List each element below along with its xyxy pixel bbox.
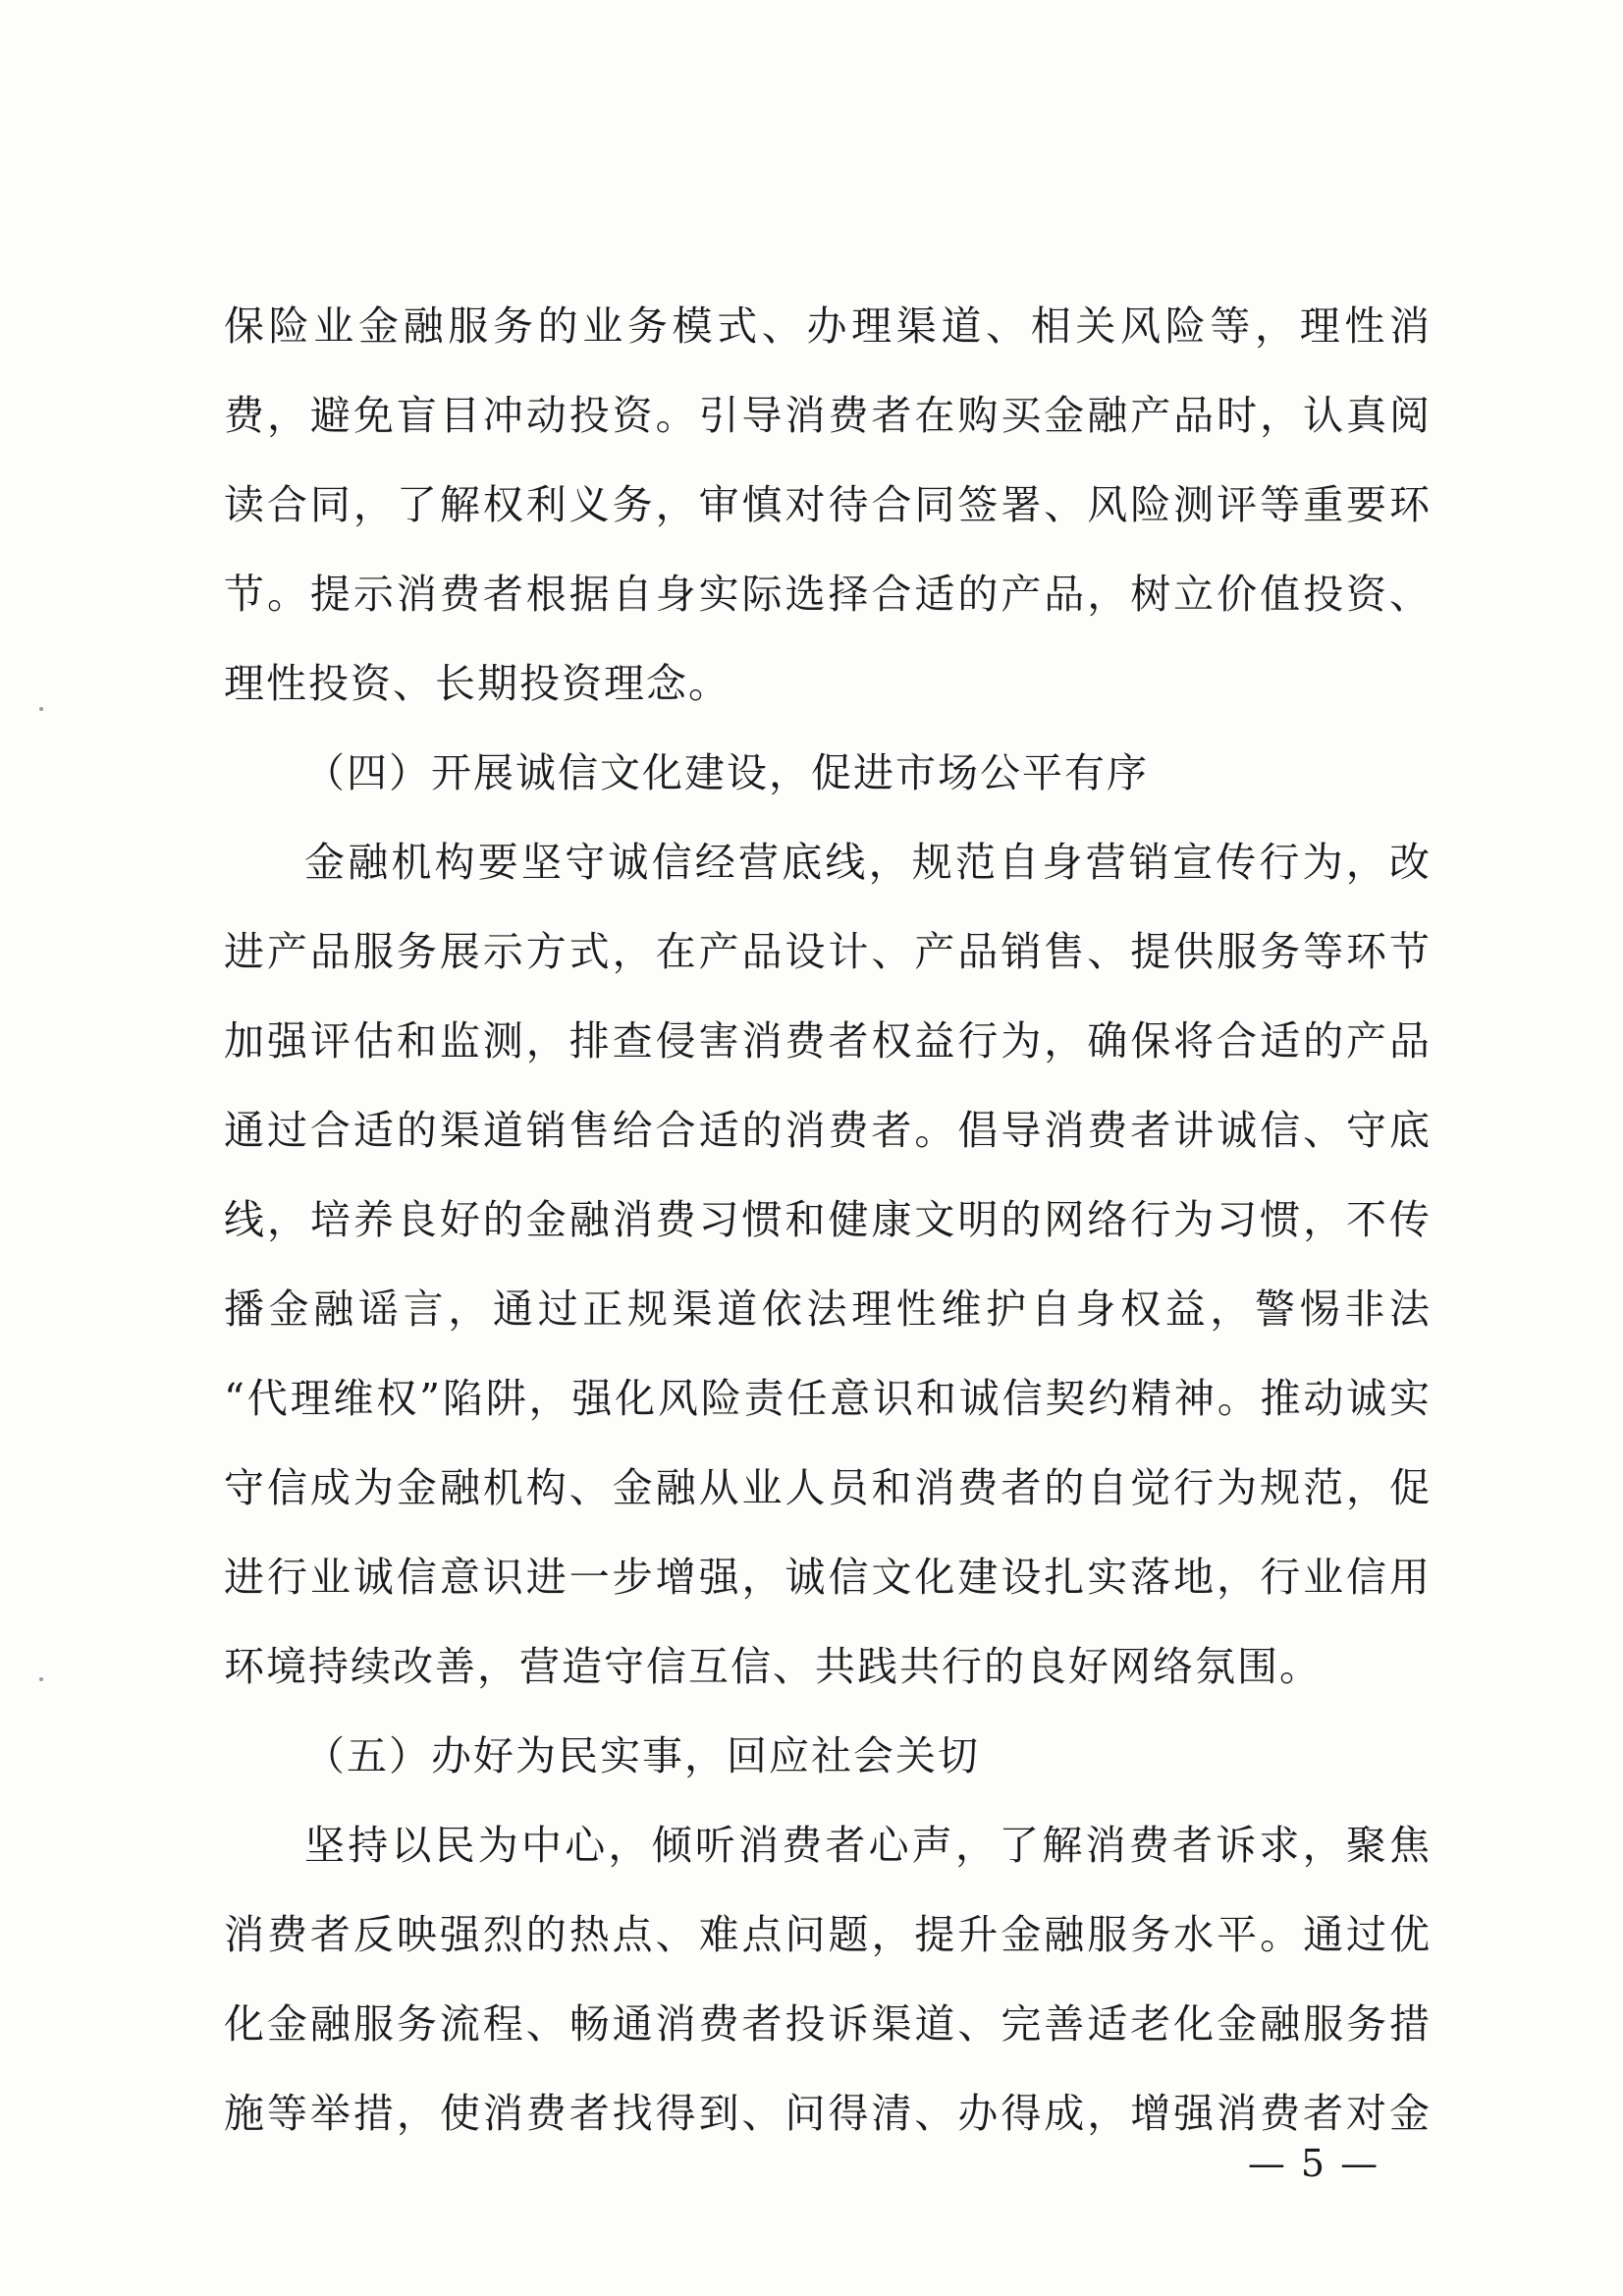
text-line: 理性投资、长期投资理念。 (224, 660, 730, 707)
text-line: 进产品服务展示方式，在产品设计、产品销售、提供服务等环节 (224, 928, 1432, 975)
text-line: 费，避免盲目冲动投资。引导消费者在购买金融产品时，认真阅 (224, 392, 1432, 439)
text-line: 消费者反映强烈的热点、难点问题，提升金融服务水平。通过优 (224, 1911, 1432, 1958)
section-heading: （四）开展诚信文化建设，促进市场公平有序 (304, 749, 1149, 796)
text-line: 读合同，了解权利义务，审慎对待合同签署、风险测评等重要环 (224, 481, 1432, 528)
text-line: 环境持续改善，营造守信互信、共践共行的良好网络氛围。 (224, 1643, 1322, 1690)
text-line: 加强评估和监测，排查侵害消费者权益行为，确保将合适的产品 (224, 1017, 1432, 1065)
text-line: 进行业诚信意识进一步增强，诚信文化建设扎实落地，行业信用 (224, 1554, 1432, 1601)
text-line: 线，培养良好的金融消费习惯和健康文明的网络行为习惯，不传 (224, 1196, 1432, 1243)
scan-speck (39, 707, 43, 711)
page-number: — 5 — (1247, 2142, 1380, 2185)
text-line: 守信成为金融机构、金融从业人员和消费者的自觉行为规范，促 (224, 1464, 1432, 1511)
text-line: 化金融服务流程、畅通消费者投诉渠道、完善适老化金融服务措 (224, 2000, 1432, 2048)
text-line: 节。提示消费者根据自身实际选择合适的产品，树立价值投资、 (224, 571, 1432, 618)
text-line: 通过合适的渠道销售给合适的消费者。倡导消费者讲诚信、守底 (224, 1107, 1432, 1154)
text-line: 金融机构要坚守诚信经营底线，规范自身营销宣传行为，改 (304, 839, 1432, 886)
text-line: 坚持以民为中心，倾听消费者心声，了解消费者诉求，聚焦 (304, 1822, 1432, 1869)
text-line: 保险业金融服务的业务模式、办理渠道、相关风险等，理性消 (224, 302, 1432, 350)
scan-speck (39, 1677, 43, 1681)
section-heading: （五）办好为民实事，回应社会关切 (304, 1732, 980, 1779)
text-line: 播金融谣言，通过正规渠道依法理性维护自身权益，警惕非法 (224, 1285, 1432, 1333)
text-line: “代理维权”陷阱，强化风险责任意识和诚信契约精神。推动诚实 (224, 1375, 1432, 1422)
text-line: 施等举措，使消费者找得到、问得清、办得成，增强消费者对金 (224, 2090, 1432, 2137)
